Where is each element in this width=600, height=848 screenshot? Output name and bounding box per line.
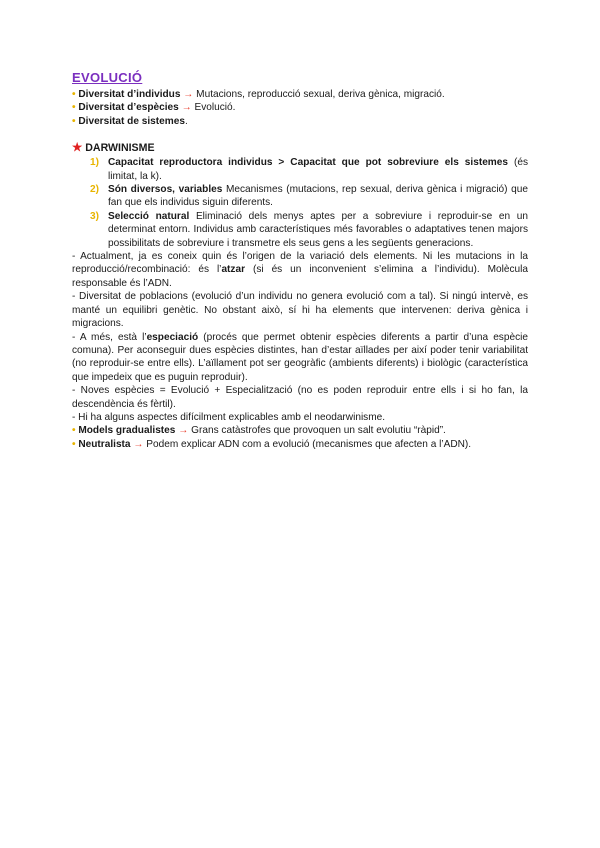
bullet-icon: • xyxy=(72,89,76,100)
item-bold: Són diversos, variables xyxy=(108,184,223,196)
description: Podem explicar ADN com a evolució (mecanismes que afecten a l’ADN). xyxy=(146,438,472,450)
item-number: 3) xyxy=(90,210,99,222)
item-body: Eliminació dels menys aptes per a sobreviure i reproduir-se en un determinat entorn. Individus amb característiques més favorables o adaptatives tenen majors possibilitats de sobreviure i transmetre els seus gens a les següents generacions. xyxy=(108,210,528,249)
paragraph-text: - A més, està l’ xyxy=(72,331,147,343)
paragraph-bold: atzar xyxy=(221,264,246,276)
star-icon: ★ xyxy=(72,142,83,155)
paragraph-new-species: - Noves espècies = Evolució + Especialització (no es poden reproduir entre ells i si ho fan, la descendència és fèrtil). xyxy=(72,385,528,410)
item-text xyxy=(108,156,528,183)
arrow-icon: → xyxy=(183,89,194,100)
numbered-item-2 xyxy=(90,183,528,210)
item-number: 1) xyxy=(90,157,99,169)
bullet-icon: • xyxy=(72,425,76,437)
list-item-diversity-species xyxy=(72,101,528,114)
list-item-diversity-individuals xyxy=(72,88,528,101)
paragraph-text: - Actualment, ja es coneix quin és l’origen de la variació dels elements. Ni les mutacions in la reproducció/recombinació: és l’ xyxy=(72,251,528,276)
arrow-icon: → xyxy=(178,425,189,437)
item-body: (és limitat, la k). xyxy=(108,157,528,182)
paragraph-bold: especiació xyxy=(146,331,199,343)
term: Diversitat d’espècies xyxy=(78,102,179,114)
numbered-item-3 xyxy=(90,210,528,250)
description: . xyxy=(184,115,188,127)
item-bold: Capacitat reproductora individus > Capacitat que pot sobreviure els sistemes xyxy=(108,157,509,169)
paragraph-variation-origin xyxy=(72,250,528,290)
paragraph-speciation xyxy=(72,331,528,385)
bullet-icon: • xyxy=(72,115,76,127)
bullet-icon: • xyxy=(72,438,76,450)
item-number: 2) xyxy=(90,184,99,196)
paragraph-text: (procés que permet obtenir espècies diferents a partir d’una espècie comuna). Per aconseguir dues espècies distintes, han d’estar aïllades per així poder tenir variabilitat (no reproduir-se entre ells). L’aïllament pot ser geogràfic (ambients diferents) i biològic (característica que impedeix que es puguin reproduir). xyxy=(72,331,528,383)
item-text xyxy=(108,210,528,250)
list-item-gradualist-models xyxy=(72,424,528,437)
paragraph-text: (si és un inconvenient s’elimina a l’individu). Molècula responsable és l’ADN. xyxy=(72,264,528,289)
heading-text: DARWINISME xyxy=(85,142,155,155)
description: Mutacions, reproducció sexual, deriva gènica, migració. xyxy=(196,89,445,100)
description: Grans catàstrofes que provoquen un salt evolutiu “ràpid”. xyxy=(191,425,446,437)
description: Evolució. xyxy=(194,102,236,114)
arrow-icon: → xyxy=(133,438,144,450)
section-heading-darwinism xyxy=(72,141,528,156)
item-body: Mecanismes (mutacions, rep sexual, deriva gènica i migració) que fan que els individus siguin diferents. xyxy=(108,184,528,209)
item-bold: Selecció natural xyxy=(108,210,190,222)
page-title: EVOLUCIÓ xyxy=(72,70,143,85)
paragraph-population-diversity: - Diversitat de poblacions (evolució d’un individu no genera evolució com a tal). Si ningú intervè, es manté un equilibri genètic. No obstant això, sí hi ha elements que intervenen: deriva gènica i migracions. xyxy=(72,291,528,330)
paragraph-neodarwinism: - Hi ha alguns aspectes difícilment explicables amb el neodarwinisme. xyxy=(72,411,386,423)
list-item-diversity-systems xyxy=(72,115,528,128)
term: Diversitat d’individus xyxy=(78,89,181,100)
numbered-item-1 xyxy=(90,156,528,183)
term: Models gradualistes xyxy=(78,425,176,437)
document-content xyxy=(72,70,528,451)
list-item-neutralist xyxy=(72,438,528,451)
term: Neutralista xyxy=(78,438,131,450)
bullet-icon: • xyxy=(72,102,76,114)
arrow-icon: → xyxy=(181,102,192,114)
item-text xyxy=(108,183,528,210)
term: Diversitat de sistemes xyxy=(78,115,185,127)
